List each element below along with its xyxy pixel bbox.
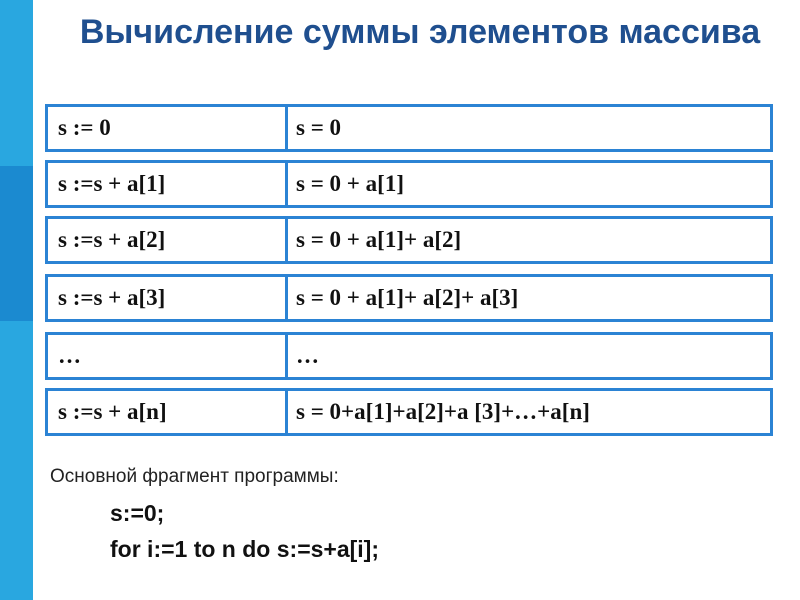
table-row xyxy=(45,160,773,208)
assignment-cell: s :=s + a[n] xyxy=(58,399,167,424)
column-divider xyxy=(285,335,288,377)
value-cell: s = 0 + a[1] xyxy=(296,171,404,196)
column-divider xyxy=(285,107,288,149)
value-cell: s = 0 + a[1]+ a[2] xyxy=(296,227,462,252)
table-row xyxy=(45,332,773,380)
side-bar-accent xyxy=(0,166,33,321)
table-row xyxy=(45,216,773,264)
value-cell: s = 0 + a[1]+ a[2]+ a[3] xyxy=(296,285,519,310)
assignment-cell: … xyxy=(58,343,81,368)
value-cell: s = 0 xyxy=(296,115,342,140)
table-row xyxy=(45,104,773,152)
assignment-cell: s :=s + a[3] xyxy=(58,285,166,310)
column-divider xyxy=(285,219,288,261)
assignment-cell: s := 0 xyxy=(58,115,111,140)
program-caption: Основной фрагмент программы: xyxy=(50,466,339,487)
assignment-cell: s :=s + a[2] xyxy=(58,227,166,252)
value-cell: s = 0+a[1]+a[2]+a [3]+…+a[n] xyxy=(296,399,590,424)
side-bar xyxy=(0,0,33,600)
column-divider xyxy=(285,391,288,433)
assignment-cell: s :=s + a[1] xyxy=(58,171,166,196)
table-row xyxy=(45,274,773,322)
code-line: for i:=1 to n do s:=s+a[i]; xyxy=(110,536,380,562)
slide-title: Вычисление суммы элементов массива xyxy=(79,13,761,51)
value-cell: … xyxy=(296,343,319,368)
table-row xyxy=(45,388,773,436)
column-divider xyxy=(285,163,288,205)
column-divider xyxy=(285,277,288,319)
code-line: s:=0; xyxy=(110,500,165,526)
